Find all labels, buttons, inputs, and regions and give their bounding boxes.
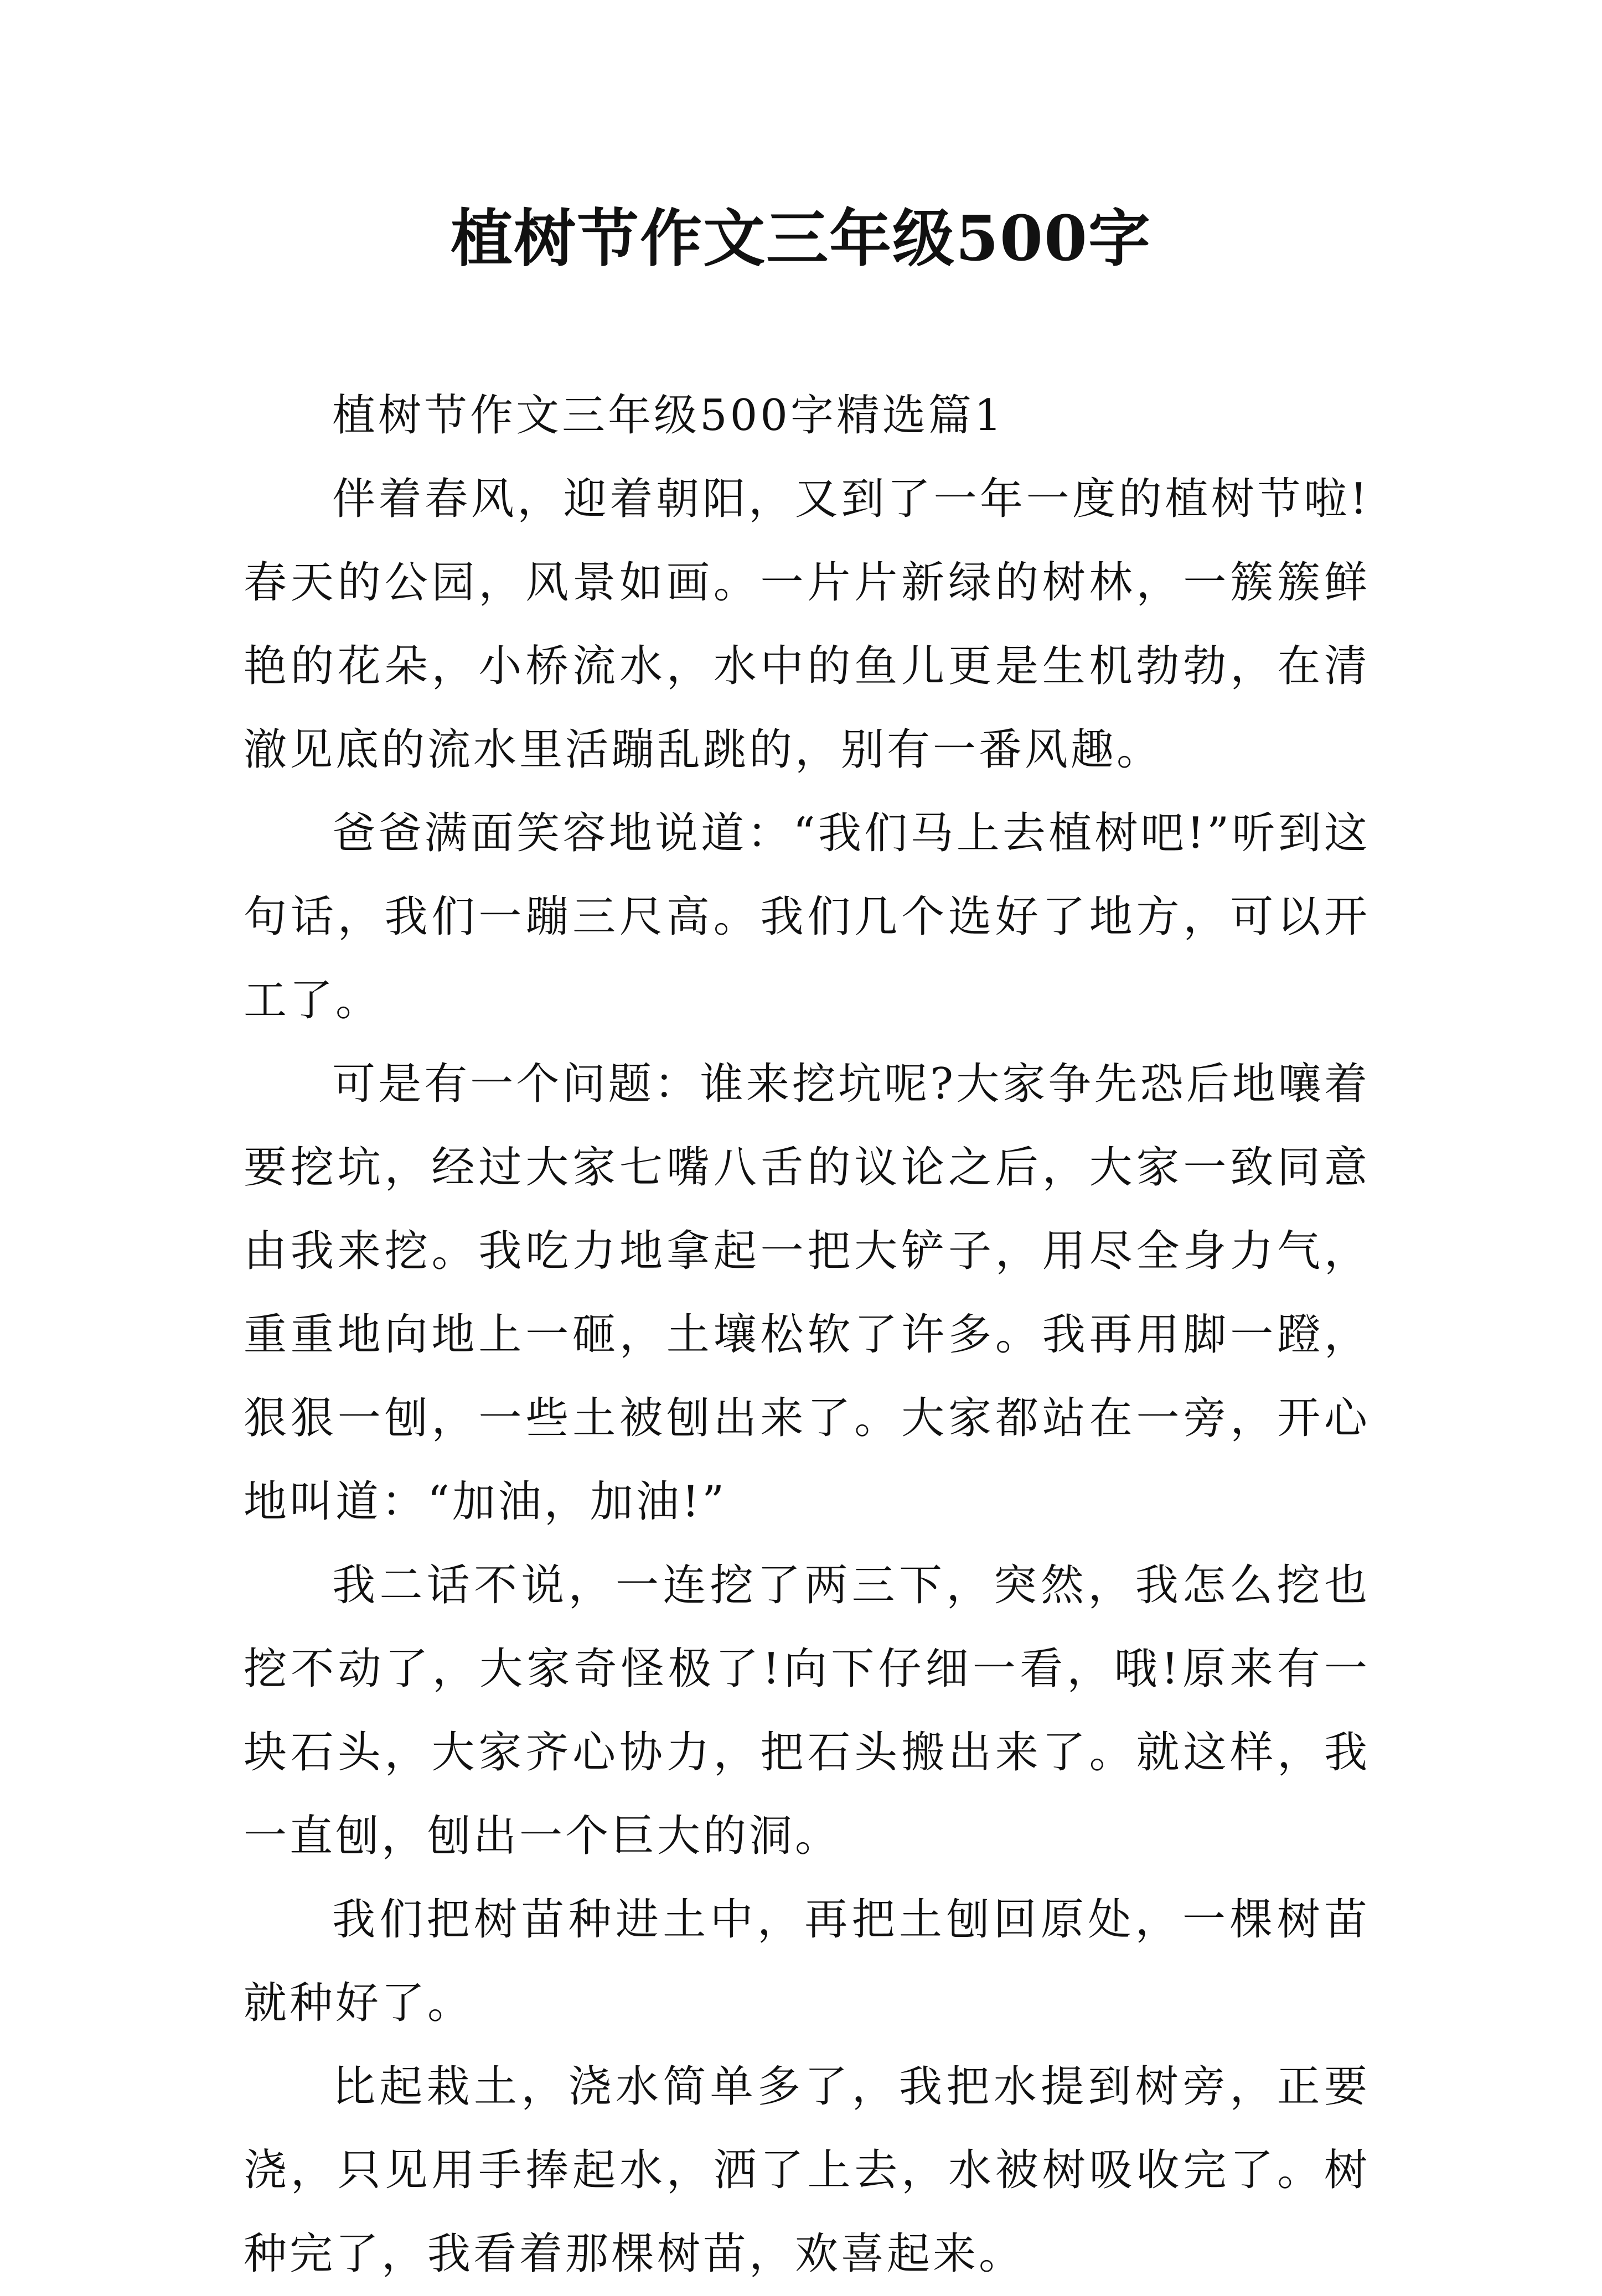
paragraph: 爸爸满面笑容地说道：“我们马上去植树吧!”听到这句话，我们一蹦三尺高。我们几个选好了地方，可以开工了。 [244,808,1370,1025]
paragraph: 比起栽土，浇水简单多了，我把水提到树旁，正要浇，只见用手捧起水，洒了上去，水被树吸收完了。树种完了，我看着那棵树苗，欢喜起来。 [244,2062,1370,2279]
paragraph: 可是有一个问题：谁来挖坑呢?大家争先恐后地嚷着要挖坑，经过大家七嘴八舌的议论之后，大家一致同意由我来挖。我吃力地拿起一把大铲子，用尽全身力气，重重地向地上一砸，土壤松软了许多。我再用脚一蹬，狠狠一刨，一些土被刨出来了。大家都站在一旁，开心地叫道：“加油，加油!” [244,1059,1370,1527]
document-title: 植树节作文三年级500字 [451,203,1151,275]
document-body [244,374,1370,2296]
paragraph: 伴着春风，迎着朝阳，又到了一年一度的植树节啦!春天的公园，风景如画。一片片新绿的树林，一簇簇鲜艳的花朵，小桥流水，水中的鱼儿更是生机勃勃，在清澈见底的流水里活蹦乱跳的，别有一番风趣。 [244,474,1370,775]
paragraph: 我们把树苗种进土中，再把土刨回原处，一棵树苗就种好了。 [244,1895,1370,2028]
section-heading: 植树节作文三年级500字精选篇1 [332,391,1005,440]
paragraph: 我二话不说，一连挖了两三下，突然，我怎么挖也挖不动了，大家奇怪极了!向下仔细一看，哦!原来有一块石头，大家齐心协力，把石头搬出来了。就这样，我一直刨，刨出一个巨大的洞。 [244,1561,1370,1861]
